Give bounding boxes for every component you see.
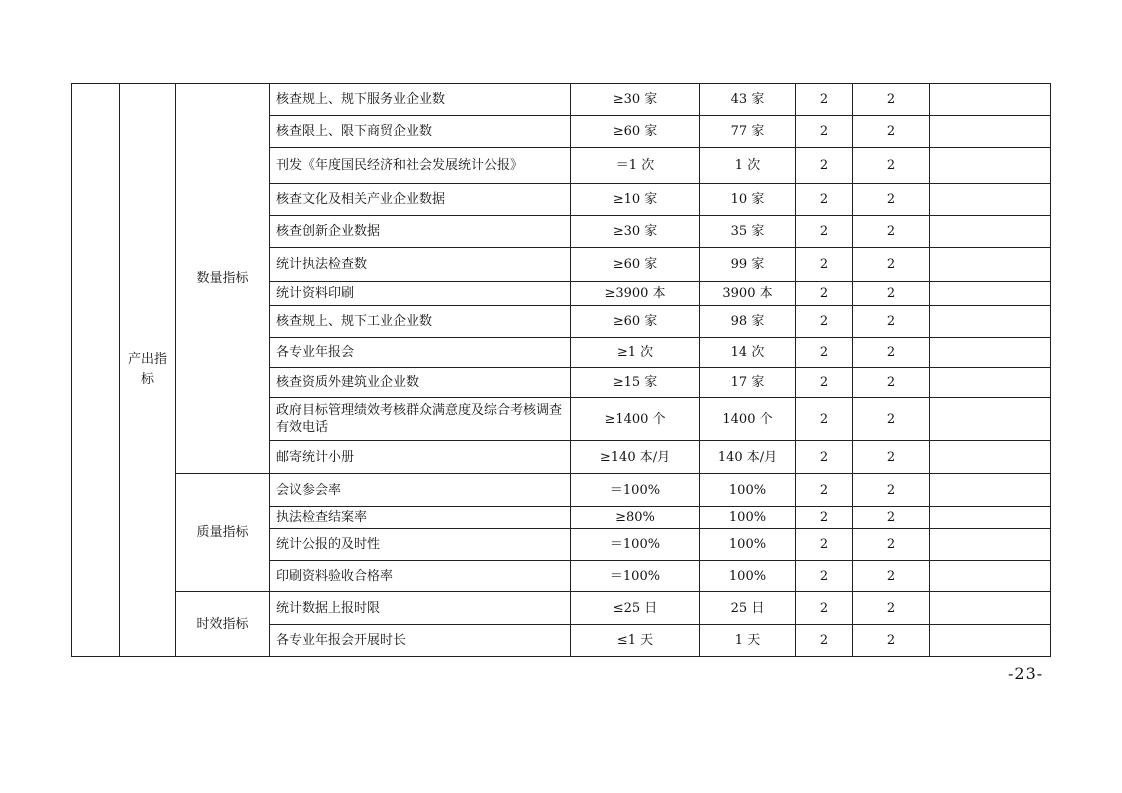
score-value: 2 [853,507,930,529]
weight-value: 2 [796,338,853,368]
target-value: ≥60 家 [571,116,700,148]
target-value: ≤25 日 [571,592,700,625]
indicator-name: 核查规上、规下工业企业数 [270,306,571,338]
indicator-name: 核查资质外建筑业企业数 [270,368,571,398]
weight-value: 2 [796,116,853,148]
note-cell [930,306,1051,338]
indicator-name: 统计执法检查数 [270,248,571,282]
level1-category-cell [120,84,176,657]
level2-category-cell: 时效指标 [176,592,270,657]
weight-value: 2 [796,474,853,507]
actual-value: 35 家 [700,216,796,248]
target-value: ≥60 家 [571,306,700,338]
indicator-name: 统计资料印刷 [270,282,571,306]
note-cell [930,216,1051,248]
note-cell [930,84,1051,116]
indicator-name: 核查规上、规下服务业企业数 [270,84,571,116]
indicator-name: 各专业年报会 [270,338,571,368]
indicator-name: 邮寄统计小册 [270,441,571,474]
indicator-name: 会议参会率 [270,474,571,507]
table-row [72,474,1051,507]
actual-value: 10 家 [700,184,796,216]
weight-value: 2 [796,368,853,398]
target-value: ≥10 家 [571,184,700,216]
target-value: ≥15 家 [571,368,700,398]
indicator-name: 刊发《年度国民经济和社会发展统计公报》 [270,148,571,184]
level2-category-cell: 数量指标 [176,84,270,474]
target-value: ≥1 次 [571,338,700,368]
actual-value: 1 次 [700,148,796,184]
actual-value: 140 本/月 [700,441,796,474]
weight-value: 2 [796,441,853,474]
score-value: 2 [853,441,930,474]
actual-value: 100% [700,474,796,507]
weight-value: 2 [796,148,853,184]
target-value: ≥60 家 [571,248,700,282]
note-cell [930,184,1051,216]
actual-value: 99 家 [700,248,796,282]
actual-value: 25 日 [700,592,796,625]
score-value: 2 [853,561,930,592]
score-value: 2 [853,116,930,148]
target-value: ≥30 家 [571,84,700,116]
note-cell [930,248,1051,282]
page-number: -23- [1008,664,1044,683]
target-value: ＝100% [571,561,700,592]
note-cell [930,507,1051,529]
weight-value: 2 [796,592,853,625]
score-value: 2 [853,338,930,368]
target-value: ≥30 家 [571,216,700,248]
performance-indicator-table [71,83,1051,657]
note-cell [930,529,1051,561]
actual-value: 3900 本 [700,282,796,306]
weight-value: 2 [796,84,853,116]
weight-value: 2 [796,248,853,282]
target-value: ≥140 本/月 [571,441,700,474]
note-cell [930,441,1051,474]
target-value: ≥80% [571,507,700,529]
note-cell [930,625,1051,657]
weight-value: 2 [796,306,853,338]
note-cell [930,474,1051,507]
indicator-name: 执法检查结案率 [270,507,571,529]
indicator-name: 核查限上、限下商贸企业数 [270,116,571,148]
actual-value: 98 家 [700,306,796,338]
score-value: 2 [853,368,930,398]
indicator-name: 统计数据上报时限 [270,592,571,625]
actual-value: 100% [700,529,796,561]
note-cell [930,368,1051,398]
score-value: 2 [853,398,930,441]
level2-category-cell: 质量指标 [176,474,270,592]
weight-value: 2 [796,216,853,248]
target-value: ＝100% [571,474,700,507]
indicator-name: 核查文化及相关产业企业数据 [270,184,571,216]
actual-value: 77 家 [700,116,796,148]
target-value: ≥1400 个 [571,398,700,441]
score-value: 2 [853,306,930,338]
table-row [72,592,1051,625]
indicator-name: 印刷资料验收合格率 [270,561,571,592]
note-cell [930,338,1051,368]
score-value: 2 [853,148,930,184]
note-cell [930,398,1051,441]
target-value: ≥3900 本 [571,282,700,306]
score-value: 2 [853,216,930,248]
score-value: 2 [853,592,930,625]
score-value: 2 [853,625,930,657]
table-body [72,84,1051,657]
score-value: 2 [853,184,930,216]
score-value: 2 [853,529,930,561]
indicator-name: 各专业年报会开展时长 [270,625,571,657]
actual-value: 14 次 [700,338,796,368]
score-value: 2 [853,84,930,116]
score-value: 2 [853,248,930,282]
indicator-name: 核查创新企业数据 [270,216,571,248]
note-cell [930,116,1051,148]
weight-value: 2 [796,561,853,592]
weight-value: 2 [796,282,853,306]
indicator-name: 政府目标管理绩效考核群众满意度及综合考核调查有效电话 [270,398,571,441]
actual-value: 1400 个 [700,398,796,441]
note-cell [930,592,1051,625]
target-value: ＝1 次 [571,148,700,184]
indicator-name: 统计公报的及时性 [270,529,571,561]
actual-value: 17 家 [700,368,796,398]
score-value: 2 [853,474,930,507]
target-value: ＝100% [571,529,700,561]
actual-value: 1 天 [700,625,796,657]
weight-value: 2 [796,529,853,561]
level1-category-label: 产出指标 [127,352,167,387]
note-cell [930,561,1051,592]
weight-value: 2 [796,625,853,657]
weight-value: 2 [796,398,853,441]
actual-value: 100% [700,507,796,529]
weight-value: 2 [796,507,853,529]
note-cell [930,282,1051,306]
score-value: 2 [853,282,930,306]
target-value: ≤1 天 [571,625,700,657]
weight-value: 2 [796,184,853,216]
level1-blank-cell [72,84,120,657]
actual-value: 43 家 [700,84,796,116]
actual-value: 100% [700,561,796,592]
note-cell [930,148,1051,184]
table-row [72,84,1051,116]
